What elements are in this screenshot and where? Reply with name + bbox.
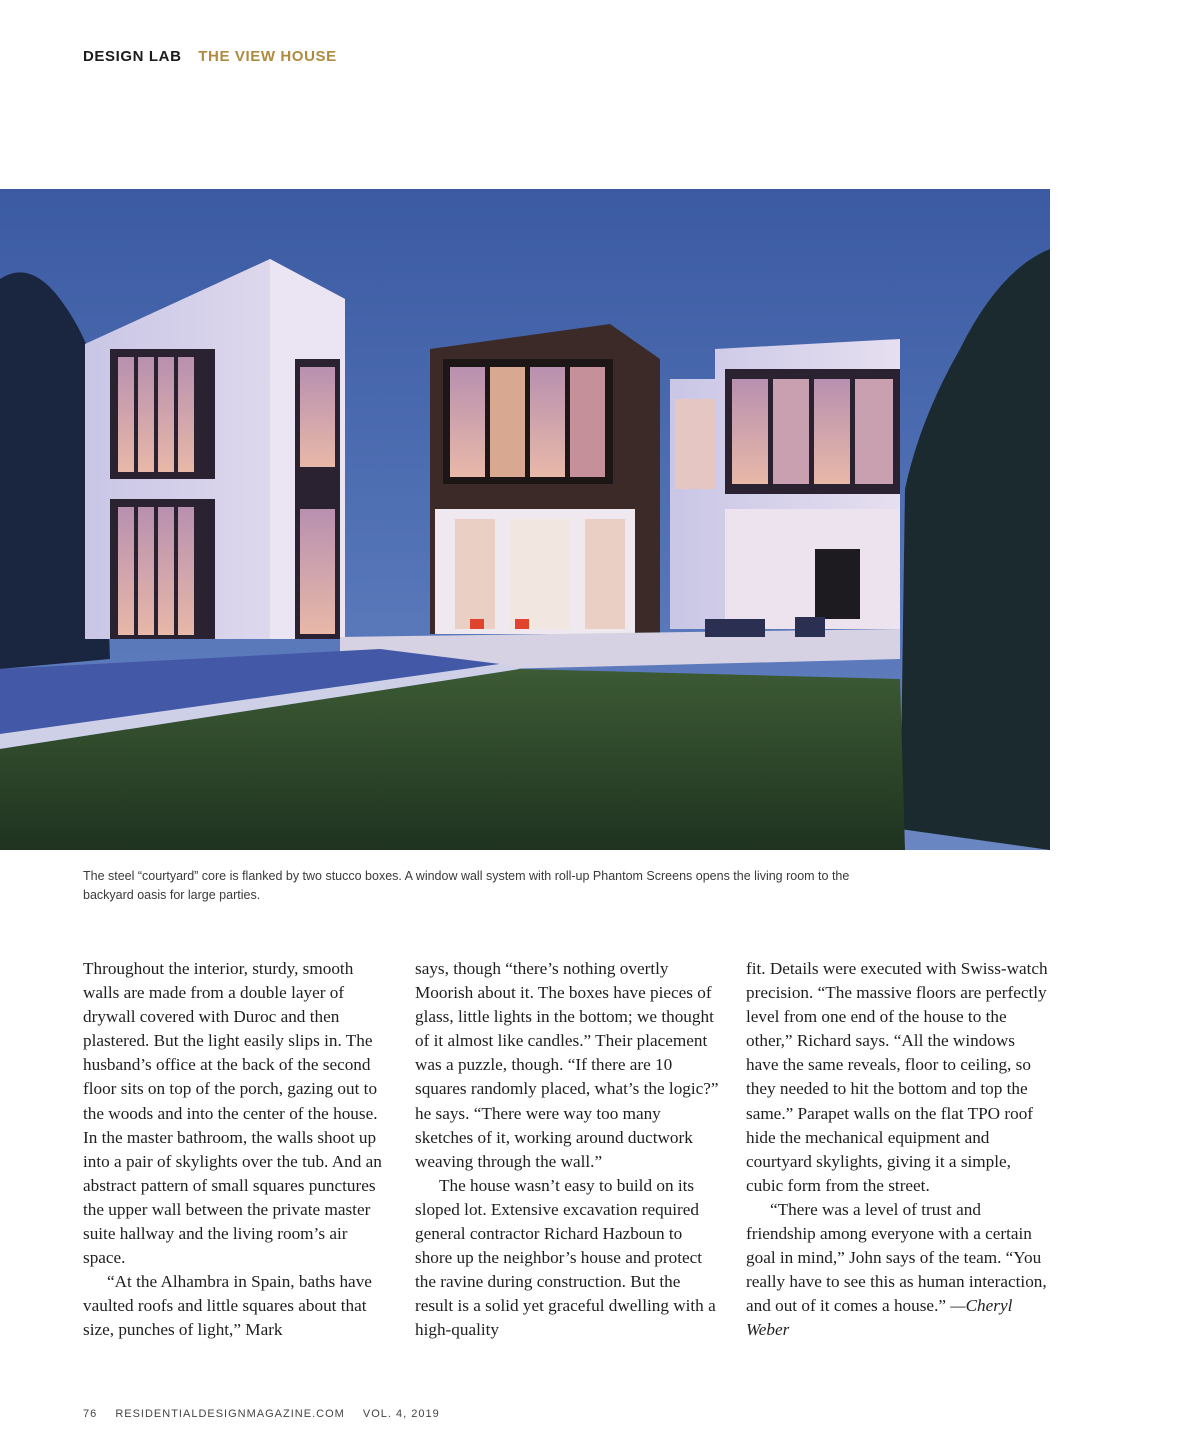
section-label: DESIGN LAB — [83, 48, 182, 65]
paragraph: “At the Alhambra in Spain, baths have vaulted roofs and little squares about that size, punches of light,” Mark — [83, 1272, 372, 1340]
story-title: THE VIEW HOUSE — [198, 48, 337, 65]
article-column-1 — [83, 957, 388, 1343]
paragraph: Throughout the interior, sturdy, smooth walls are made from a double layer of drywall covered with Duroc and then plastered. But the light easily slips in. The husband’s office at the back of the second floor sits on top of the porch, gazing out to the woods and into the center of the house. In the master bathroom, the walls shoot up into a pair of skylights over the tub. And an abstract pattern of small squares punctures the upper wall between the private master suite hallway and the living room’s air space. — [83, 959, 382, 1268]
photo-caption: The steel “courtyard” core is flanked by two stucco boxes. A window wall system with roll-up Phantom Screens opens the living room to the backyard oasis for large parties. — [83, 869, 850, 902]
page-number: 76 — [83, 1408, 98, 1420]
article-column-3 — [746, 957, 1051, 1343]
house-illustration — [0, 189, 1050, 850]
closing-quote: “There was a level of trust and friendship among everyone with a certain goal in mind,” John says of the team. “You really have to see this as human interaction, and out of it comes a house.” — [746, 1199, 1047, 1316]
paragraph: fit. Details were executed with Swiss-watch precision. “The massive floors are perfectly level from one end of the house to the other,” Richard says. “All the windows have the same reveals, floor to ceiling, so they needed to hit the bottom and top the same.” Parapet walls on the flat TPO roof hide the mechanical equipment and courtyard skylights, giving it a simple, cubic form from the street. — [746, 959, 1048, 1195]
volume-label: VOL. 4, 2019 — [362, 1408, 440, 1420]
paragraph — [746, 1198, 1051, 1343]
paragraph: says, though “there’s nothing overtly Moorish about it. The boxes have pieces of glass, little lights in the bottom; we thought of it almost like candles.” Their placement was a puzzle, though. “If there are 10 squares randomly placed, what’s the logic?” he says. “There were way too many sketches of it, working around ductwork weaving through the wall.” — [415, 959, 719, 1171]
house-photo — [0, 189, 1050, 850]
article-column-2 — [415, 957, 720, 1343]
page-footer — [83, 1408, 454, 1420]
running-header — [83, 48, 337, 65]
paragraph: The house wasn’t easy to build on its sloped lot. Extensive excavation required general contractor Richard Hazboun to shore up the neighbor’s house and protect the ravine during construction. But the result is a solid yet graceful dwelling with a high-quality — [415, 1175, 716, 1340]
website-link[interactable]: RESIDENTIALDESIGNMAGAZINE.COM — [115, 1408, 345, 1420]
author-signature: —Cheryl Weber — [746, 1296, 1013, 1340]
